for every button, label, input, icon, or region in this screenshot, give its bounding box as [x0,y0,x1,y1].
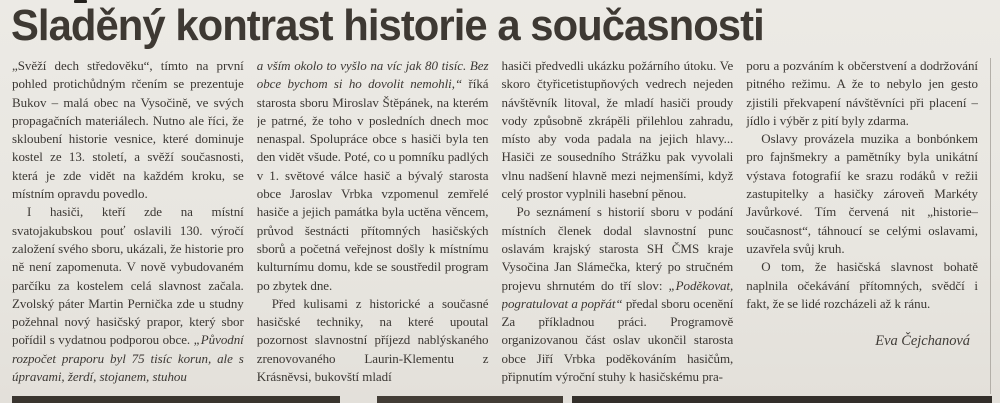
byline: Eva Čejchanová [875,333,970,350]
article-column-1 [12,57,244,395]
text-run-quote: „Původní rozpočet praporu byl 75 tisíc korun, ale s úpravami, žerdí, stojanem, stuhou [12,332,244,385]
article-column-4 [746,57,978,395]
column-divider [990,58,991,394]
text-run: I hasiči, kteří zde na místní svatojakubskou pouť oslavili 130. výročí založení svého sboru, ukázali, že historie pro ně není zapomenuta. V nově vybudovaném parčíku za kostelem celá slavnost začala. Zvolský páter Martin Pernička zde u studny požehnal nový hasičský prapor, který sbor pořídil s vydatnou podporou obce. [12,204,244,348]
article-headline: Sladěný kontrast historie a současnosti [11,1,764,50]
article-body [12,57,978,395]
text-run-quote: a vším okolo to vyšlo na víc jak 80 tisíc. Bez obce bychom si ho dovolit nemohli,“ [256,58,489,92]
paragraph [12,203,244,386]
paragraph [746,258,978,313]
photo-top-edge-2 [377,396,563,403]
photo-top-edge-1 [12,396,340,403]
paragraph [746,130,978,258]
text-run: Oslavy provázela muzika a bonbónkem pro fajnšmekry a pamětníky byla unikátní výstava fotografií ke srazu rodáků v režii zastupitelky a hasičky zároveň Markéty Javůrkové. Tím červená nit „historie–současnost“, táhnoucí se celými oslavami, uzavřela svůj kruh. [746,131,978,256]
paragraph [257,295,489,386]
paragraph [502,203,734,386]
text-run: hasiči předvedli ukázku požárního útoku. Ve skoro čtyřicetistupňových vedrech nejeden návštěvník litoval, že mladí hasiči proudy vody způsobně zkrápěli přilehlou zahradu, místo aby voda padala na jejich hlavy... Hasiči ze sousedního Strážku pak vyvolali vlnu nadšení hlavně mezi nejmenšími, když celý prostor vyplnili hasební pěnou. [501,58,734,202]
photo-strip [0,396,1000,403]
paragraph [257,57,489,295]
paragraph [12,57,244,203]
text-run: předal sboru ocenění Za příkladnou práci. Programově organizovanou část oslav ukončil starosta obce Jiří Vrbka poděkováním hasičům, připnutím výroční stuhy k hasičskému pra- [501,295,734,385]
text-run: říká starosta sboru Miroslav Štěpánek, na kterém je patrné, že toho v posledních dnech moc nenaspal. Spolupráce obce s hasiči byla ten den vidět všude. Poté, co u pomníku padlých v 1. světové válce hasič a bývalý starosta obce Jaroslav Vrbka vzpomenul zemřelé hasiče a jejich památka byla uctěna věncem, průvod šestnácti přítomných hasičských sborů a početná veřejnost došly k místnímu kulturnímu domu, kde se soustředil program po zbytek dne. [256,76,489,293]
text-run: poru a pozváním k občerstvení a dodržování pitného režimu. A že to nebylo jen gesto zjistili překvapení návštěvníci při placení – jídlo i výběr z pití byly zdarma. [746,58,978,128]
paragraph [502,57,734,203]
photo-top-edge-3 [572,396,992,403]
article-column-2 [257,57,489,395]
text-run: „Svěží dech středověku“, tímto na první pohled protichůdným rčením se prezentuje Bukov – malá obec na Vysočině, ve svých propagačních materiálech. Nutno ale říci, že skloubení historie vesnice, které dominuje kostel ze 13. století, a svěží současnosti, která je zde vidět na každém kroku, se místním opravdu povedlo. [12,58,244,202]
paragraph [746,57,978,130]
text-run: Před kulisami z historické a současné hasičské techniky, na které upoutal pozornost slavnostní příjezd nablýskaného zrenovovaného Laurin-Klementu z Krásněvsi, bukovští mladí [256,295,489,385]
text-run: Po seznámení s historií sboru v podání místních členek dodal slavnostní punc oslavám krajský starosta SH ČMS kraje Vysočina Jan Slámečka, který po stručném projevu shrnutém do tří slov: [501,204,734,293]
text-run: O tom, že hasičská slavnost bohatě naplnila očekávání přítomných, svědčí i fakt, že se lidé rozcházeli až k ránu. [746,259,978,311]
article-column-3 [502,57,734,395]
text-run-quote: „Poděkovat, pogratulovat a popřát“ [501,277,734,311]
